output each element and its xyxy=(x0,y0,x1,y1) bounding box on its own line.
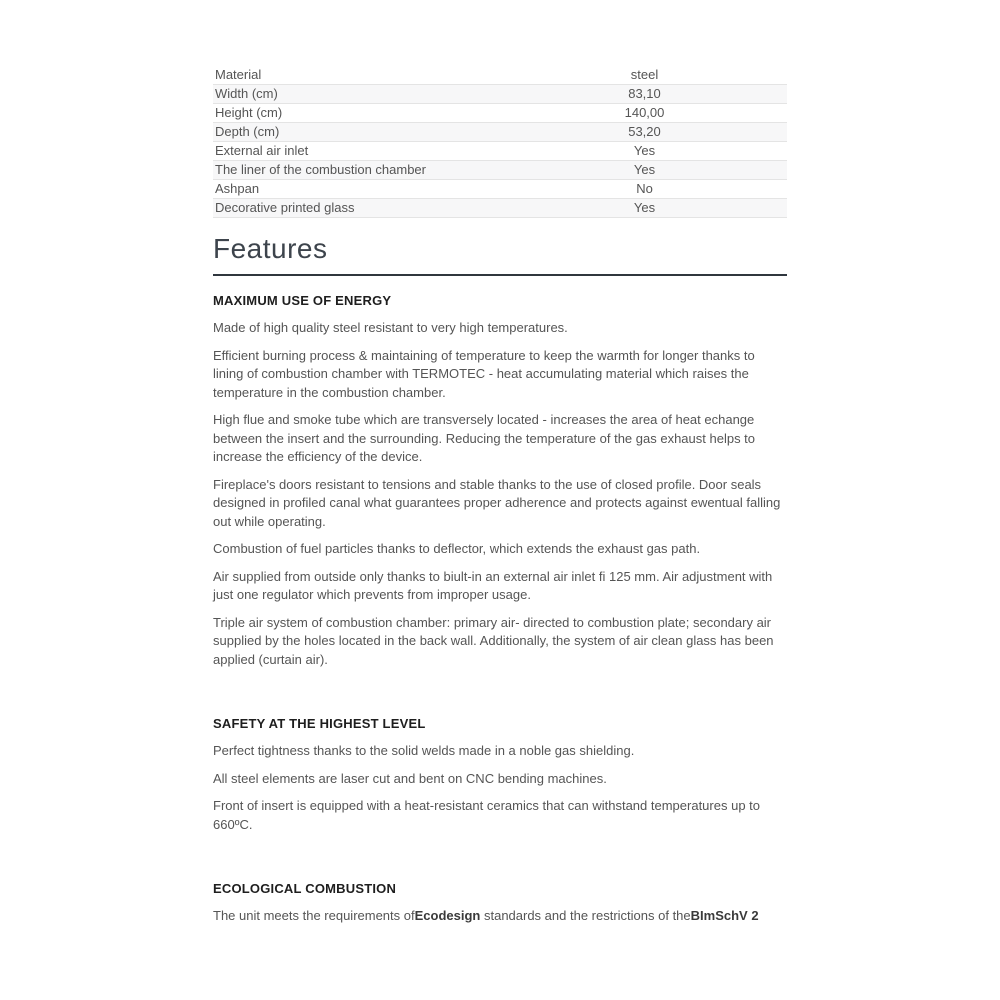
spec-row-material xyxy=(213,66,787,85)
feature-paragraph: Combustion of fuel particles thanks to deflector, which extends the exhaust gas path. xyxy=(213,541,701,556)
feature-paragraph: Air supplied from outside only thanks to biult-in an external air inlet fi 125 mm. Air adjustment with just one regulator which prevents from improper usage. xyxy=(213,568,773,602)
spec-table xyxy=(213,66,787,218)
spec-row-combustion-chamber-liner xyxy=(213,161,787,180)
spec-value: 83,10 xyxy=(500,85,787,104)
spec-value: 53,20 xyxy=(500,123,787,142)
spec-label: External air inlet xyxy=(213,142,500,161)
spec-value: Yes xyxy=(500,199,787,218)
feature-paragraph: All steel elements are laser cut and bent on CNC bending machines. xyxy=(213,770,607,786)
feature-paragraph: Front of insert is equipped with a heat-resistant ceramics that can withstand temperatures up to 660ºC. xyxy=(213,798,760,832)
feature-paragraph: Made of high quality steel resistant to very high temperatures. xyxy=(213,320,568,335)
spec-value: 140,00 xyxy=(500,104,787,123)
features-page-title: Features xyxy=(213,232,787,276)
spec-label: Ashpan xyxy=(213,180,500,199)
section-ecological-combustion xyxy=(213,880,787,926)
rich-text-part: The unit meets the requirements of xyxy=(213,908,415,923)
spec-row-decorative-printed-glass xyxy=(213,199,787,218)
rich-text-bold-ecodesign: Ecodesign xyxy=(414,908,481,923)
feature-paragraph: High flue and smoke tube which are transversely located - increases the area of heat echange between the insert and the surrounding. Reducing the temperature of the gas exhaust helps to increase the efficiency of the device. xyxy=(213,412,756,464)
spec-label: Material xyxy=(213,66,500,85)
spec-label: The liner of the combustion chamber xyxy=(213,161,500,180)
product-details-page xyxy=(213,0,787,926)
section-heading-safety-at-the-highest-level: SAFETY AT THE HIGHEST LEVEL xyxy=(213,716,426,731)
spec-value: Yes xyxy=(500,161,787,180)
spec-row-width xyxy=(213,85,787,104)
feature-paragraph: Efficient burning process & maintaining of temperature to keep the warmth for longer thanks to lining of combustion chamber with TERMOTEC - heat accumulating material which raises the temperature in the combustion chamber. xyxy=(213,347,755,400)
section-heading-ecological-combustion: ECOLOGICAL COMBUSTION xyxy=(213,881,397,896)
spec-value: Yes xyxy=(500,142,787,161)
feature-paragraph-rich xyxy=(213,907,787,926)
spec-row-external-air-inlet xyxy=(213,142,787,161)
feature-paragraph: Triple air system of combustion chamber: primary air- directed to combustion plate; secondary air supplied by the holes located in the back wall. Additionally, the system of air clean glass has been applied (curtain air). xyxy=(213,614,774,667)
spec-label: Height (cm) xyxy=(213,104,500,123)
spec-label: Depth (cm) xyxy=(213,123,500,142)
spec-row-depth xyxy=(213,123,787,142)
rich-text-part: standards and the restrictions of the xyxy=(480,908,691,923)
feature-paragraph: Perfect tightness thanks to the solid welds made in a noble gas shielding. xyxy=(213,743,635,758)
rich-text-bold-bimschv: BImSchV 2 xyxy=(690,908,759,923)
spec-row-height xyxy=(213,104,787,123)
spec-value: No xyxy=(500,180,787,199)
spec-row-ashpan xyxy=(213,180,787,199)
section-safety-at-the-highest-level xyxy=(213,715,787,834)
spec-value: steel xyxy=(500,66,787,85)
feature-paragraph: Fireplace's doors resistant to tensions and stable thanks to the use of closed profile. Door seals designed in profiled canal what guarantees proper adherence and protects against ewentual falling out while operating. xyxy=(213,476,781,529)
section-maximum-use-of-energy xyxy=(213,292,787,669)
spec-label: Decorative printed glass xyxy=(213,199,500,218)
section-heading-maximum-use-of-energy: MAXIMUM USE OF ENERGY xyxy=(213,293,392,308)
spec-label: Width (cm) xyxy=(213,85,500,104)
